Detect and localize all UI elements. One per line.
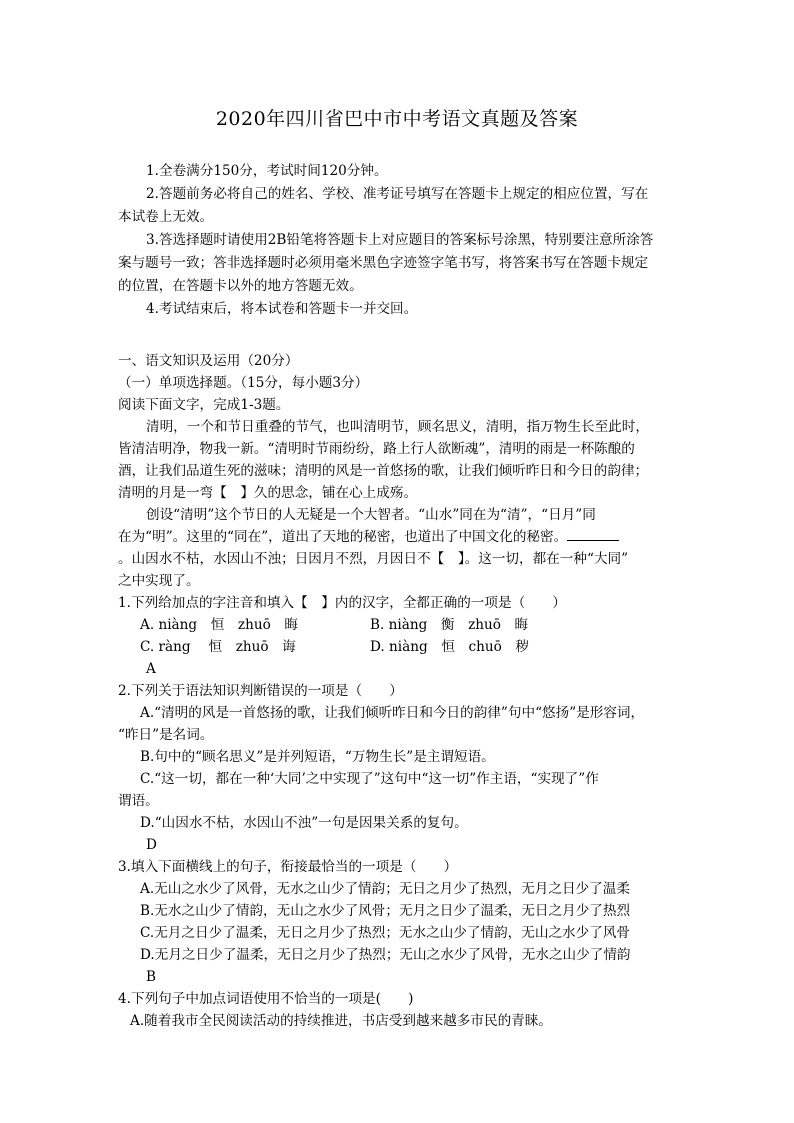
q2-option-a-line1: A.“清明的风是一首悠扬的歌，让我们倾听昨日和今日的韵律”句中“悠扬”是形容词，: [140, 705, 645, 721]
passage-line-2: 皆清洁明净，物我一新。“清明时节雨纷纷，路上行人欲断魂”，清明的雨是一杯陈酿的: [118, 441, 635, 457]
notice-line-4: 3.答选择题时请使用2B铅笔将答题卡上对应题目的答案标号涂黑，特别要注意所涂答: [146, 232, 654, 248]
q3-option-b: B.无水之山少了情韵，无山之水少了风骨；无月之日少了温柔，无日之月少了热烈: [140, 903, 631, 919]
passage-line-6-text: 在为“明”。这里的“同在”，道出了天地的秘密，也道出了中国文化的秘密。: [118, 529, 568, 545]
notice-line-3: 本试卷上无效。: [118, 209, 214, 225]
q1-answer: A: [146, 661, 156, 677]
q3-option-d: D.无月之日少了温柔，无日之月少了热烈；无山之水少了风骨，无水之山少了情韵: [140, 947, 631, 963]
q3-answer: B: [146, 969, 156, 985]
q1-option-a: A. niàng 恒 zhuō 晦: [140, 617, 298, 633]
notice-line-5: 案与题号一致；答非选择题时必须用毫米黑色字迹签字笔书写，将答案书写在答题卡规定: [118, 255, 649, 271]
q3-option-c: C.无月之日少了温柔，无日之月少了热烈；无水之山少了情韵，无山之水少了风骨: [140, 925, 631, 941]
q2-option-c-line2: 谓语。: [118, 793, 159, 809]
reading-instruction: 阅读下面文字，完成1-3题。: [118, 397, 290, 413]
passage-line-7: 。山因水不枯，水因山不浊；日因月不烈，月因日不【 】。这一切，都在一种“大同”: [118, 551, 629, 567]
q2-option-d: D.“山因水不枯，水因山不浊”一句是因果关系的复句。: [140, 815, 468, 831]
passage-line-8: 之中实现了。: [118, 573, 200, 589]
q2-option-c-line1: C.“这一切，都在一种‘大同’之中实现了”这句中“这一切”作主语，“实现了”作: [140, 771, 599, 787]
q1-option-b: B. niàng 衡 zhuō 晦: [370, 617, 529, 633]
q3-stem: 3.填入下面横线上的句子，衔接最恰当的一项是（ ）: [118, 859, 458, 875]
notice-line-2: 2.答题前务必将自己的姓名、学校、准考证号填写在答题卡上规定的相应位置，写在: [146, 186, 649, 202]
q2-answer: D: [146, 837, 157, 853]
notice-line-1: 1.全卷满分150分，考试时间120分钟。: [146, 163, 388, 179]
passage-line-6: [118, 526, 619, 548]
passage-line-1: 清明，一个和节日重叠的节气，也叫清明节，顾名思义，清明，指万物生长至此时，: [146, 419, 649, 435]
q4-option-a: A.随着我市全民阅读活动的持续推进，书店受到越来越多市民的青睐。: [130, 1013, 552, 1029]
section-heading: 一、语文知识及运用（20分）: [118, 353, 299, 369]
fill-blank: [567, 526, 619, 541]
passage-line-4: 清明的月是一弯【 】久的思念，铺在心上成殇。: [118, 485, 418, 501]
page-title: 2020年四川省巴中市中考语文真题及答案: [215, 108, 579, 130]
part-heading: （一）单项选择题。（15分，每小题3分）: [118, 375, 369, 391]
q2-stem: 2.下列关于语法知识判断错误的一项是（ ）: [118, 683, 403, 699]
q2-option-a-line2: “昨日”是名词。: [118, 727, 214, 743]
q3-option-a: A.无山之水少了风骨，无水之山少了情韵；无日之月少了热烈，无月之日少了温柔: [140, 881, 630, 897]
q2-option-b: B.句中的“顾名思义”是并列短语，“万物生长”是主谓短语。: [140, 749, 495, 765]
passage-line-3: 酒，让我们品道生死的滋味；清明的风是一首悠扬的歌，让我们倾听昨日和今日的韵律；: [118, 463, 649, 479]
q1-option-d: D. niàng 恒 chuō 秽: [370, 639, 529, 655]
q1-option-c: C. ràng 恒 zhuō 诲: [140, 639, 296, 655]
passage-line-5: 创设“清明”这个节日的人无疑是一个大智者。“山水”同在为“清”，“日月”同: [146, 507, 596, 523]
notice-line-6: 的位置，在答题卡以外的地方答题无效。: [118, 278, 363, 294]
q1-stem: 1.下列给加点的字注音和填入【 】内的汉字，全都正确的一项是（ ）: [118, 595, 566, 611]
notice-line-7: 4.考试结束后，将本试卷和答题卡一并交回。: [146, 301, 418, 317]
q4-stem: 4.下列句子中加点词语使用不恰当的一项是( ): [118, 991, 414, 1007]
